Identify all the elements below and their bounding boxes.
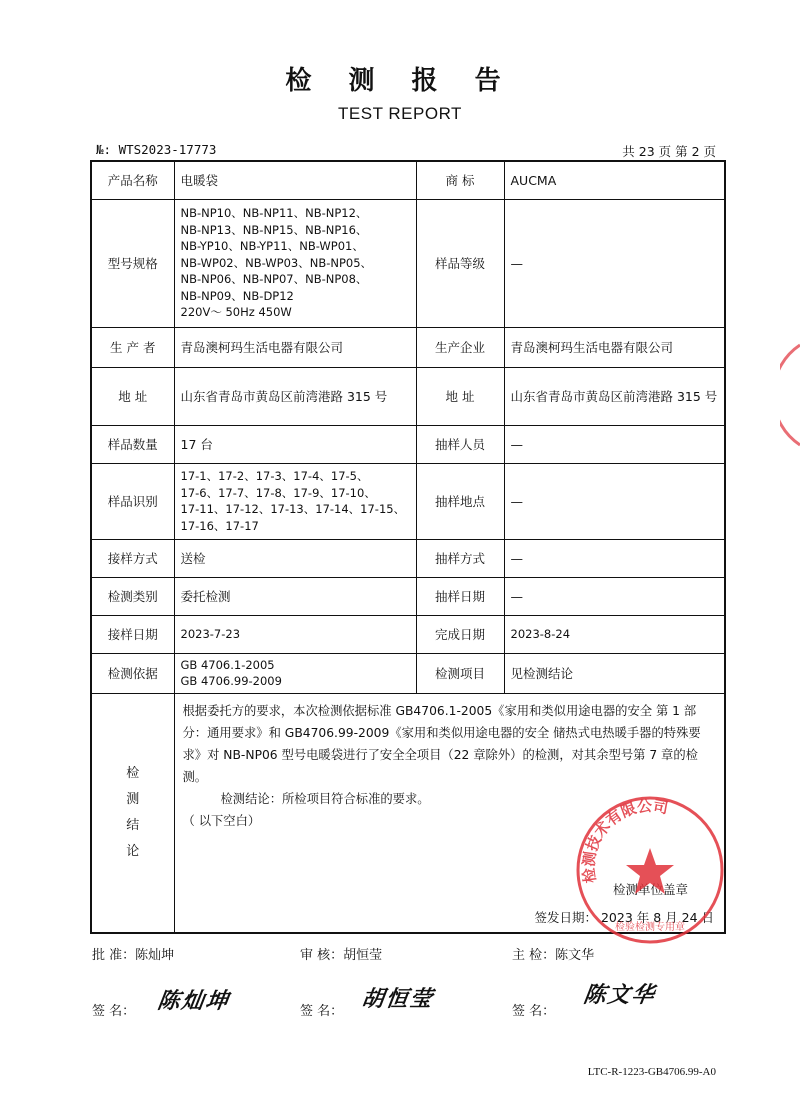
address: 山东省青岛市黄岛区前湾港路 315 号 — [174, 367, 416, 425]
model-line: NB-NP13、NB-NP15、NB-NP16、 — [180, 222, 368, 237]
basis-label: 检测依据 — [91, 653, 174, 693]
issue-date: 签发日期： 2023 年 8 月 24 日 — [534, 909, 714, 925]
receive-method: 送检 — [174, 539, 416, 577]
model-line: 220V～ 50Hz 450W — [180, 305, 292, 320]
sample-id-line: 17-6、17-7、17-8、17-9、17-10、 — [180, 485, 376, 500]
conclusion-label-char: 结 — [126, 817, 140, 833]
report-title-en: TEST REPORT — [338, 104, 462, 123]
conclusion-blank: （ 以下空白） — [182, 813, 261, 828]
model-line: NB-NP06、NB-NP07、NB-NP08、 — [180, 272, 368, 287]
sample-id-label: 样品识别 — [91, 463, 174, 539]
row-product — [91, 161, 725, 199]
row-test-type — [91, 577, 725, 615]
signature-inspector: 陈文华 — [581, 982, 658, 1008]
sample-id-line: 17-11、17-12、17-13、17-14、17-15、 — [180, 502, 406, 516]
quantity: 17 台 — [174, 425, 416, 463]
sample-id-line: 17-16、17-17 — [180, 518, 259, 533]
address2: 山东省青岛市黄岛区前湾港路 315 号 — [504, 367, 725, 425]
sampling-method: — — [504, 539, 725, 577]
row-quantity — [91, 425, 725, 463]
receive-method-label: 接样方式 — [91, 539, 174, 577]
test-type: 委托检测 — [174, 577, 416, 615]
sampling-date-label: 抽样日期 — [416, 577, 504, 615]
sample-id-list — [174, 463, 416, 539]
seal-bottom-text: 检验检测专用章 — [615, 922, 685, 933]
manufacturer: 青岛澳柯玛生活电器有限公司 — [504, 327, 725, 367]
product-name-label: 产品名称 — [91, 161, 174, 199]
sample-grade: — — [504, 199, 725, 327]
address2-label: 地 址 — [416, 367, 504, 425]
row-producer — [91, 327, 725, 367]
official-seal — [570, 790, 730, 950]
basis-list — [174, 653, 416, 693]
row-address — [91, 367, 725, 425]
conclusion-label-char: 测 — [126, 791, 140, 807]
model-line: NB-NP10、NB-NP11、NB-NP12、 — [180, 206, 368, 221]
report-title-cn: 检 测 报 告 — [285, 66, 515, 96]
row-receive-method — [91, 539, 725, 577]
review-row — [300, 944, 382, 963]
items-label: 检测项目 — [416, 653, 504, 693]
producer: 青岛澳柯玛生活电器有限公司 — [174, 327, 416, 367]
trademark: AUCMA — [504, 161, 725, 199]
row-sample-id — [91, 463, 725, 539]
issuer-stamp-label: 检测单位盖章 — [612, 881, 688, 897]
inspect-label: 主 检： — [512, 948, 556, 963]
address-label: 地 址 — [91, 367, 174, 425]
sampler: — — [504, 425, 725, 463]
sign-label-2: 签 名： — [300, 1004, 344, 1019]
quantity-label: 样品数量 — [91, 425, 174, 463]
row-dates — [91, 615, 725, 653]
signature-approver: 陈灿坤 — [155, 988, 232, 1014]
sampling-method-label: 抽样方式 — [416, 539, 504, 577]
complete-date: 2023-8-24 — [504, 615, 725, 653]
approve-label: 批 准： — [92, 948, 136, 963]
receive-date-label: 接样日期 — [91, 615, 174, 653]
approve-name: 陈灿坤 — [135, 948, 175, 963]
test-type-label: 检测类别 — [91, 577, 174, 615]
basis-line: GB 4706.1-2005 — [180, 657, 275, 672]
sampling-place: — — [504, 463, 725, 539]
seal-text: 检测技术有限公司 — [579, 796, 670, 885]
complete-date-label: 完成日期 — [416, 615, 504, 653]
sample-grade-label: 样品等级 — [416, 199, 504, 327]
sampling-date: — — [504, 577, 725, 615]
model-line: NB-NP09、NB-DP12 — [180, 288, 294, 303]
model-list — [174, 199, 416, 327]
conclusion-result: 检测结论：所检项目符合标准的要求。 — [220, 791, 430, 806]
model-line: NB-WP02、NB-WP03、NB-NP05、 — [180, 255, 373, 270]
page-info: 共 23 页 第 2 页 — [622, 144, 716, 159]
conclusion-label-char: 检 — [126, 765, 140, 781]
row-model — [91, 199, 725, 327]
product-name: 电暖袋 — [174, 161, 416, 199]
model-line: NB-YP10、NB-YP11、NB-WP01、 — [180, 239, 364, 254]
row-basis — [91, 653, 725, 693]
conclusion-paragraph: 根据委托方的要求，本次检测依据标准 GB4706.1-2005《家用和类似用途电器的安全 第 1 部分：通用要求》和 GB4706.99-2009《家用和类似用途电器的安全 储热式电热暖手器的特殊要求》对 NB-NP06 型号电暖袋进行了安全全项目（22 章除外）的检测，对其余型号第 7 章的检测。 — [182, 703, 701, 784]
items: 见检测结论 — [504, 653, 725, 693]
basis-line: GB 4706.99-2009 — [180, 674, 282, 688]
receive-date: 2023-7-23 — [174, 615, 416, 653]
edge-seal-fragment — [780, 340, 800, 450]
signature-reviewer: 胡恒莹 — [359, 986, 436, 1012]
manufacturer-label: 生产企业 — [416, 327, 504, 367]
sampling-place-label: 抽样地点 — [416, 463, 504, 539]
report-number: №: WTS2023-17773 — [96, 142, 217, 157]
review-label: 审 核： — [300, 948, 344, 963]
model-label: 型号规格 — [91, 199, 174, 327]
inspect-name: 陈文华 — [555, 948, 595, 963]
sign-label-3: 签 名： — [512, 1004, 556, 1019]
sign-label-1: 签 名： — [92, 1004, 136, 1019]
review-name: 胡恒莹 — [343, 948, 383, 963]
footer-code: LTC-R-1223-GB4706.99-A0 — [587, 1066, 716, 1078]
inspect-row — [512, 944, 594, 963]
sample-id-line: 17-1、17-2、17-3、17-4、17-5、 — [180, 469, 369, 483]
sampler-label: 抽样人员 — [416, 425, 504, 463]
conclusion-label-char: 论 — [126, 843, 140, 859]
producer-label: 生 产 者 — [91, 327, 174, 367]
conclusion-label — [91, 693, 174, 933]
trademark-label: 商 标 — [416, 161, 504, 199]
approve-row — [92, 944, 174, 963]
